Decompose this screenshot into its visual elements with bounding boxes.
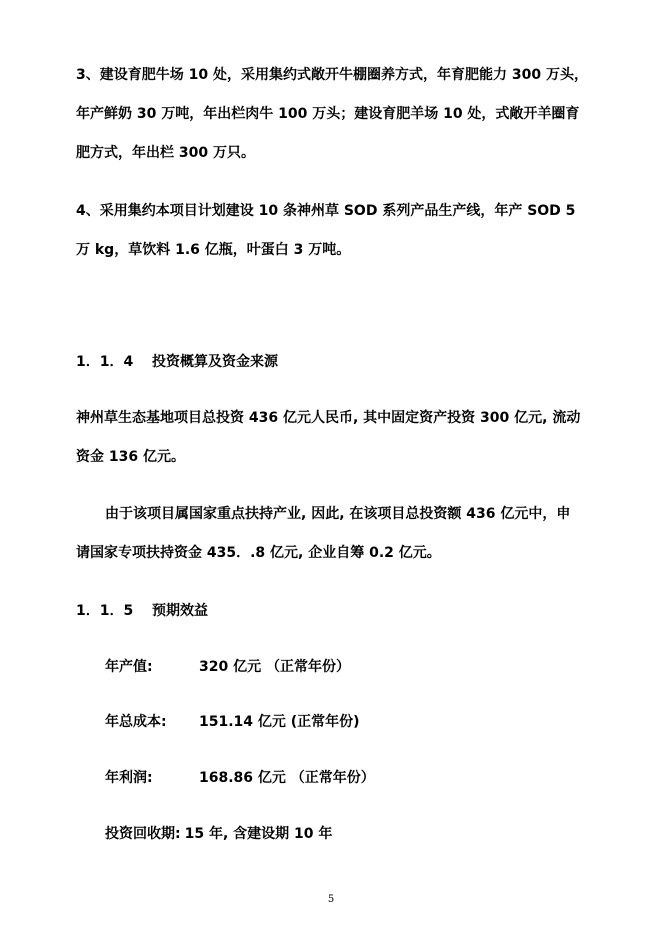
paragraph-4-line-1: 4、采用集约本项目计划建设 10 条神州草 SOD 系列产品生产线，年产 SOD 5 [76,203,576,219]
page-number: 5 [327,894,335,905]
benefit-value: 15 年, 含建设期 10 年 [184,826,333,842]
section-number: 1．1．4 [76,354,134,370]
benefit-label: 投资回收期: [105,826,181,842]
section-heading-1-1-5 [76,602,208,620]
benefit-item [105,769,375,787]
benefit-value: 151.14 亿元 (正常年份) [199,714,360,730]
funding-paragraph-line-2: 请国家专项扶持资金 435．.8 亿元, 企业自筹 0.2 亿元。 [76,545,441,561]
funding-paragraph-line-1: 由于该项目属国家重点扶持产业, 因此, 在该项目总投资额 436 亿元中，申 [105,506,571,522]
paragraph-4-line-2: 万 kg，草饮料 1.6 亿瓶，叶蛋白 3 万吨。 [76,242,351,258]
benefit-item [105,713,360,731]
section-title: 投资概算及资金来源 [152,354,278,370]
section-number: 1．1．5 [76,603,134,619]
section-heading-1-1-4 [76,353,278,371]
benefit-label: 年产值: [105,659,153,675]
paragraph-3-line-1: 3、建设育肥牛场 10 处，采用集约式敞开牛棚圈养方式，年育肥能力 300 万头， [76,67,588,83]
paragraph-3-line-3: 肥方式，年出栏 300 万只。 [76,145,255,161]
benefit-label: 年总成本: [105,714,167,730]
benefit-value: 320 亿元 （正常年份） [199,659,350,675]
benefit-item [105,658,350,676]
section-title: 预期效益 [152,603,208,619]
benefit-value: 168.86 亿元 （正常年份） [199,770,375,786]
paragraph-3-line-2: 年产鲜奶 30 万吨，年出栏肉牛 100 万头；建设育肥羊场 10 处，式敞开羊圈育 [76,106,580,122]
investment-paragraph-line-1: 神州草生态基地项目总投资 436 亿元人民币, 其中固定资产投资 300 亿元, 流动 [76,410,581,426]
benefit-label: 年利润: [105,770,153,786]
investment-paragraph-line-2: 资金 136 亿元。 [76,449,185,465]
benefit-item [105,825,332,843]
